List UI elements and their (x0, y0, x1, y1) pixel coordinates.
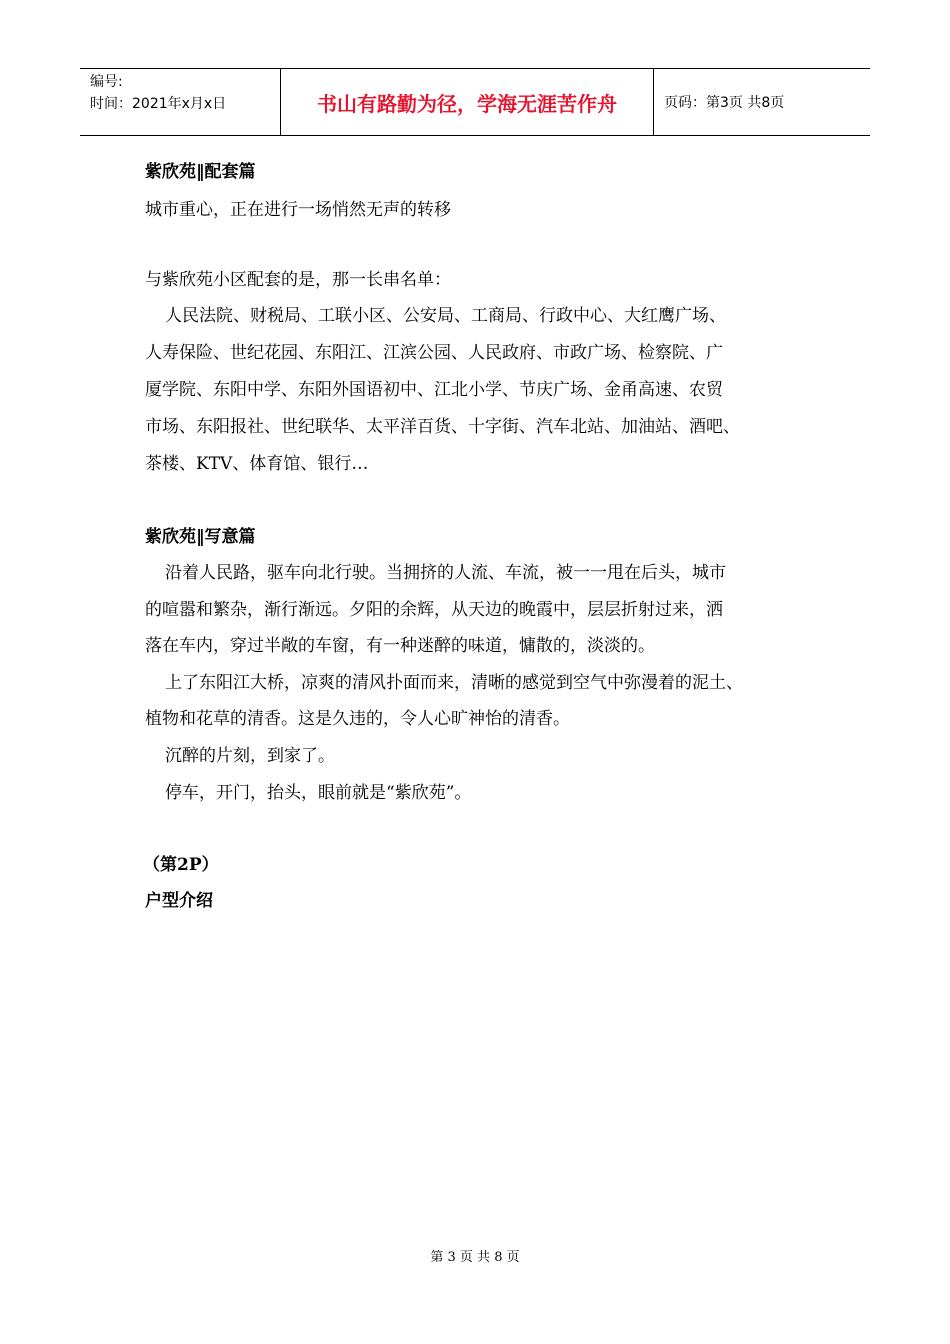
section-title-huxing: 户型介绍 (145, 891, 213, 911)
xieyi-line: 落在车内，穿过半敞的车窗，有一种迷醉的味道，慵散的，淡淡的。 (145, 636, 655, 656)
xieyi-line: 沉醉的片刻，到家了。 (165, 746, 335, 766)
header-motto: 书山有路勤为径，学海无涯苦作舟 (281, 69, 654, 135)
xieyi-line: 上了东阳江大桥，凉爽的清风扑面而来，清晰的感觉到空气中弥漫着的泥土、 (165, 673, 743, 693)
section-subtitle-peitao: 城市重心，正在进行一场悄然无声的转移 (145, 200, 451, 220)
header-time-label: 时间：2021年x月x日 (90, 96, 227, 112)
peitao-intro: 与紫欣苑小区配套的是，那一长串名单： (145, 270, 451, 290)
section-title-xieyi: 紫欣苑‖写意篇 (145, 527, 256, 547)
page-header (80, 68, 870, 136)
header-number-label: 编号: (90, 74, 123, 90)
xieyi-line: 沿着人民路，驱车向北行驶。当拥挤的人流、车流，被一一甩在后头，城市 (165, 563, 726, 583)
xieyi-line: 的喧嚣和繁杂，渐行渐远。夕阳的余辉，从天边的晚霞中，层层折射过来，洒 (145, 600, 723, 620)
page-marker: （第2P） (143, 855, 219, 875)
peitao-list-line: 厦学院、东阳中学、东阳外国语初中、江北小学、节庆广场、金甬高速、农贸 (145, 380, 723, 400)
xieyi-line: 植物和花草的清香。这是久违的，令人心旷神怡的清香。 (145, 709, 570, 729)
header-meta (80, 69, 281, 135)
header-page-info: 页码：第3页 共8页 (664, 95, 785, 111)
page-footer: 第 3 页 共 8 页 (430, 1250, 520, 1265)
peitao-list-line: 人民法院、财税局、工联小区、公安局、工商局、行政中心、大红鹰广场、 (165, 306, 726, 326)
peitao-list-line: 市场、东阳报社、世纪联华、太平洋百货、十字街、汽车北站、加油站、酒吧、 (145, 417, 740, 437)
section-title-peitao: 紫欣苑‖配套篇 (145, 162, 256, 182)
xieyi-line: 停车，开门，抬头，眼前就是“紫欣苑”。 (165, 783, 472, 803)
peitao-list-line: 人寿保险、世纪花园、东阳江、江滨公园、人民政府、市政广场、检察院、广 (145, 343, 723, 363)
peitao-list-line: 茶楼、KTV、体育馆、银行… (145, 454, 369, 474)
